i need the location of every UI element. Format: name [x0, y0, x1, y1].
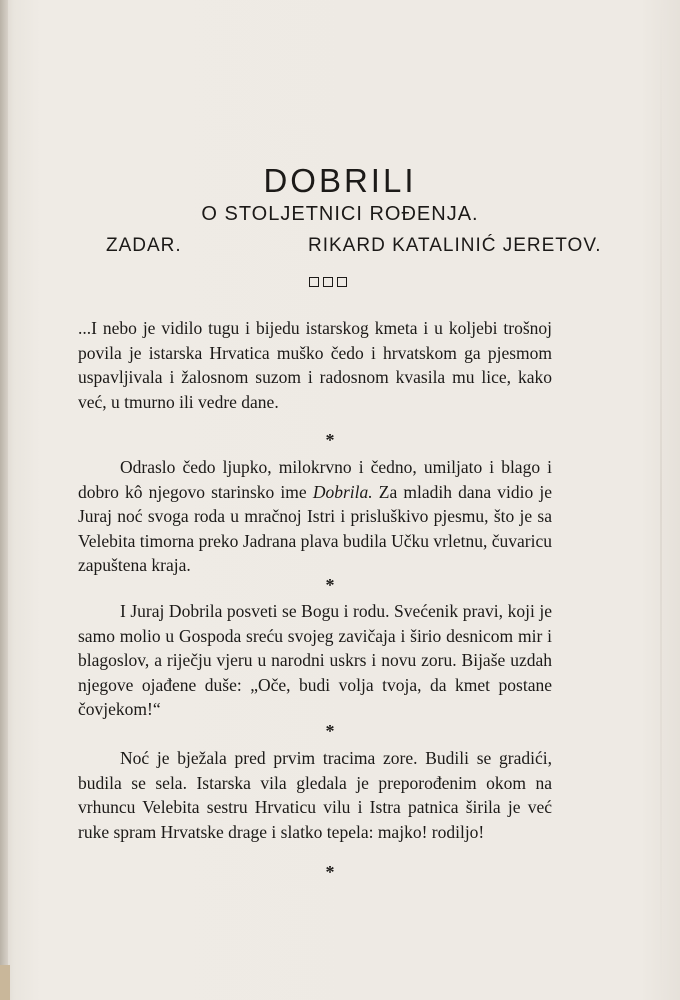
- paragraph-2: [78, 455, 552, 578]
- page-fold: [660, 0, 662, 1000]
- paragraph-1: [78, 316, 552, 414]
- section-separator: *: [325, 575, 335, 595]
- paragraph-2-emphasis: Dobrila.: [312, 481, 373, 502]
- paragraph-3: [78, 599, 552, 722]
- article-title: DOBRILI: [263, 162, 417, 199]
- paragraph-2-text-after: Za mladih dana vidio je Juraj noć svoga roda u mračnoj Istri i prisluškivo pjesmu, što je sa Velebita timorna preko Jadrana plava budila Učku vrletnu, čuvaricu zapuštena kraja.: [78, 481, 552, 575]
- page-spine: [0, 0, 8, 1000]
- paragraph-3-text: I Juraj Dobrila posveti se Bogu i rodu. Svećenik pravi, koji je samo molio u Gospoda sreću svojeg zavičaja i širio desnicom mir i blagoslov, a riječju vjeru u narodni uskrs i novu zoru. Bijaše uzdah njegove ojađene duše: „Oče, budi volja tvoja, da kmet postane čovjekom!“: [78, 601, 552, 719]
- article-author: RIKARD KATALINIĆ JERETOV.: [308, 235, 602, 256]
- ornament-square: [309, 277, 319, 287]
- paragraph-4: [78, 746, 552, 844]
- article-subtitle: O STOLJETNICI ROĐENJA.: [201, 203, 479, 225]
- ornament-square: [337, 277, 347, 287]
- section-separator: *: [325, 862, 335, 882]
- section-separator: *: [325, 721, 335, 741]
- ornament-squares: [309, 277, 347, 287]
- section-separator: *: [325, 430, 335, 450]
- paragraph-1-text: ...I nebo je vidilo tugu i bijedu istarskog kmeta i u koljebi trošnoj povila je istarska Hrvatica muško čedo i hrvatskom ga pjesmom uspavljivala i žalosnom suzom i radosnom kvasila mu lice, kako već, u tmurno ili vedre dane.: [78, 318, 552, 412]
- article-place: ZADAR.: [106, 235, 182, 256]
- ornament-square: [323, 277, 333, 287]
- page-edge-mark: [0, 965, 10, 1000]
- paragraph-4-text: Noć je bježala pred prvim tracima zore. Budili se gradići, budila se sela. Istarska vila gledala je preporođenim okom na vrhuncu Velebita sestru Hrvaticu vilu i Istra patnica širila je već ruke spram Hrvatske drage i slatko tepela: majko! rodiljo!: [78, 748, 552, 842]
- paragraph-2-text-before: Odraslo čedo ljupko, milokrvno i čedno, umiljato i blago i dobro kô njegovo starinsko ime: [78, 457, 552, 502]
